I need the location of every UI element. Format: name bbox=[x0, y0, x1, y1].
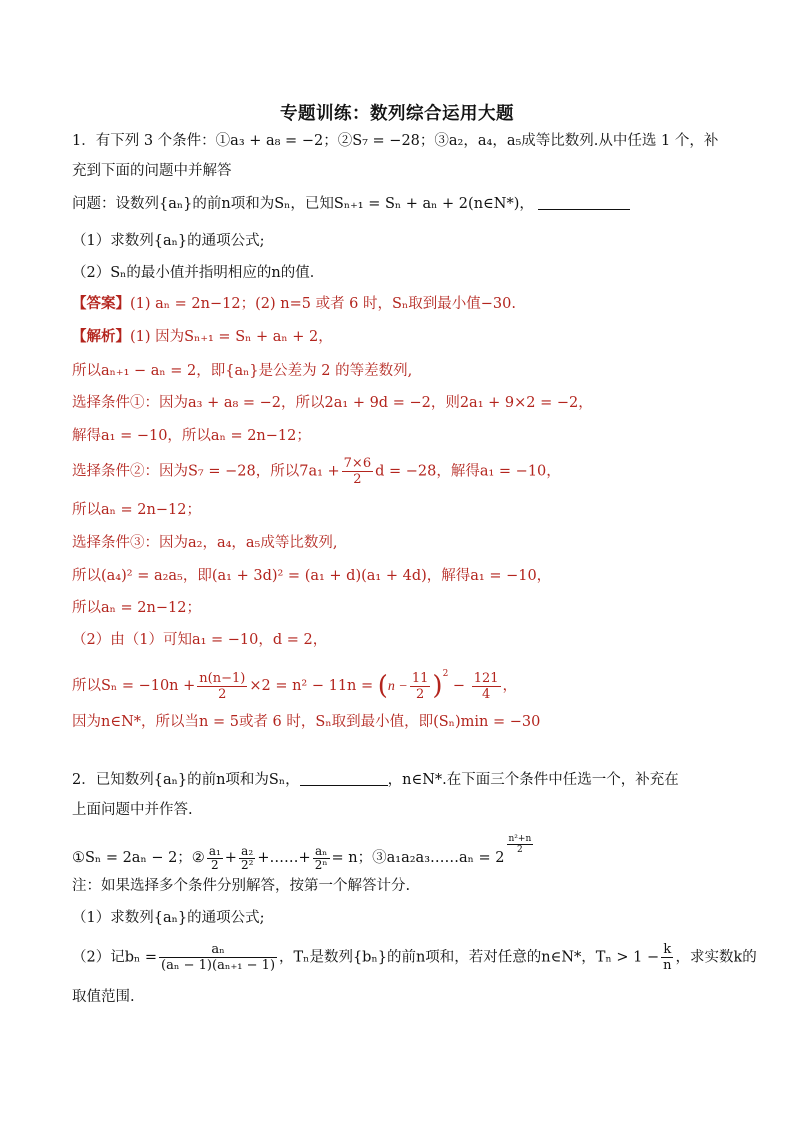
frac-den: 2 bbox=[416, 686, 425, 702]
fraction-n-n-1-over-2 bbox=[197, 671, 247, 702]
page-title: 专题训练：数列综合运用大题 bbox=[280, 104, 514, 124]
q1-problem bbox=[72, 194, 724, 214]
exp-num: n²+n bbox=[508, 834, 532, 844]
q2-part2-suffix: ，求实数k的 bbox=[675, 949, 757, 966]
q2-part1: （1）求数列{aₙ}的通项公式; bbox=[72, 910, 265, 926]
q1-analysis-line4: 解得a₁ = −10，所以aₙ = 2n−12； bbox=[72, 428, 311, 444]
fraction-k-over-n bbox=[661, 942, 673, 973]
q1-part2: （2）Sₙ的最小值并指明相应的n的值． bbox=[72, 265, 325, 281]
q2-stem-suffix: ，n∈N*.在下面三个条件中任选一个，补充在 bbox=[387, 772, 679, 788]
q2-answer-blank bbox=[300, 771, 388, 786]
fraction-a1-over-2: $\frac{\text{a₁}}{2}$ bbox=[208, 843, 221, 872]
q1-part1: （1）求数列{aₙ}的通项公式; bbox=[72, 233, 265, 249]
q2-cond2-tail: = n；③a₁a₂a₃……aₙ = 2 bbox=[331, 850, 505, 866]
analysis11-part-a: 所以Sₙ = −10n + bbox=[72, 678, 196, 694]
frac-num: n(n−1) bbox=[199, 670, 246, 686]
frac-num: 121 bbox=[473, 670, 499, 686]
exponent-fraction: $\frac{\text{n²+n}}{2}$ bbox=[508, 834, 532, 855]
q1-analysis-line1 bbox=[72, 327, 724, 347]
q1-analysis-line6: 所以aₙ = 2n−12； bbox=[72, 502, 201, 518]
fraction-a2-over-2sq: $\frac{\text{a₂}}{\text{2²}}$ bbox=[240, 843, 254, 872]
q1-analysis-line11: 所以Sₙ = −10n + $\frac{n(n-1)}{2}$ ×2 = n² − 11n = (n − $\frac{11}{2}$ )$^2$ − $\frac{121}{4}$ ， bbox=[72, 669, 518, 702]
analysis11-part-b: ×2 = n² − 11n = bbox=[249, 678, 374, 694]
open-paren: ( bbox=[377, 671, 388, 701]
q2-stem-line2: 上面问题中并作答. bbox=[72, 802, 193, 818]
fraction-an-over-2n: $\frac{\text{aₙ}}{\text{2ⁿ}}$ bbox=[314, 843, 328, 872]
frac-num: 11 bbox=[411, 670, 429, 686]
frac-num: k bbox=[661, 942, 673, 958]
frac-den: 4 bbox=[481, 686, 491, 702]
frac-den: 2 bbox=[218, 686, 227, 702]
q1-answer-blank bbox=[538, 195, 630, 210]
q2-note: 注：如果选择多个条件分别解答，按第一个解答计分. bbox=[72, 878, 411, 894]
q1-analysis-line8: 所以(a₄)² = a₂a₅，即(a₁ + 3d)² = (a₁ + d)(a₁ + 4d)，解得a₁ = −10， bbox=[72, 568, 552, 584]
fraction-bn-definition bbox=[159, 942, 277, 973]
analysis-text: (1) 因为Sₙ₊₁ = Sₙ + aₙ + 2， bbox=[130, 329, 333, 345]
frac-num: 7×6 bbox=[343, 456, 372, 471]
q1-analysis-line12: 因为n∈N*，所以当n = 5或者 6 时，Sₙ取到最小值，即(Sₙ)min = −30 bbox=[72, 714, 541, 730]
fraction-7x6-over-2 bbox=[342, 456, 373, 487]
frac-den: 2 bbox=[353, 472, 362, 487]
q1-stem-line2: 充到下面的问题中并解答 bbox=[72, 163, 232, 179]
analysis5-part-a: 选择条件②：因为S₇ = −28，所以7a₁ + bbox=[72, 463, 340, 480]
q2-stem-line1 bbox=[72, 770, 724, 790]
answer-text: (1) aₙ = 2n−12；(2) n=5 或者 6 时，Sₙ取到最小值−30. bbox=[130, 296, 516, 312]
frac-num: aₙ bbox=[159, 942, 277, 958]
analysis5-part-b: d = −28，解得a₁ = −10， bbox=[375, 463, 561, 480]
q1-problem-text: 问题：设数列{aₙ}的前n项和为Sₙ，已知Sₙ₊₁ = Sₙ + aₙ + 2(n∈N*)， bbox=[72, 196, 534, 212]
fraction-121-over-4 bbox=[472, 671, 501, 702]
q2-cond1: ①Sₙ = 2aₙ − 2；② bbox=[72, 850, 205, 866]
q1-analysis-line2: 所以aₙ₊₁ − aₙ = 2，即{aₙ}是公差为 2 的等差数列, bbox=[72, 363, 413, 379]
q2-stem-prefix: 2．已知数列{aₙ}的前n项和为Sₙ， bbox=[72, 772, 300, 788]
close-paren: ) bbox=[432, 671, 443, 701]
q2-part2-mid: ，Tₙ是数列{bₙ}的前n项和，若对任意的n∈N*，Tₙ > 1 − bbox=[279, 949, 660, 966]
fraction-11-over-2 bbox=[410, 671, 431, 702]
q2-conditions: ①Sₙ = 2aₙ − 2；② $\frac{\text{a₁}}{2}$ + $\frac{\text{a₂}}{\text{2²}}$ +……+ $\frac{\text{aₙ}}{\text{2ⁿ}}$ = n；③a₁a₂a₃……aₙ = 2 $\frac{\text{n²+n}}{2}$ bbox=[72, 834, 532, 872]
q1-analysis-line3: 选择条件①：因为a₃ + a₈ = −2，所以2a₁ + 9d = −2，则2a₁ + 9×2 = −2， bbox=[72, 395, 593, 411]
q1-analysis-line10: （2）由（1）可知a₁ = −10，d = 2， bbox=[72, 632, 328, 648]
q2-part2-prefix: （2）记bₙ = bbox=[72, 949, 158, 966]
q1-answer bbox=[72, 294, 724, 314]
frac-den: n bbox=[663, 958, 672, 973]
q1-analysis-line9: 所以aₙ = 2n−12； bbox=[72, 600, 201, 616]
q1-analysis-line5 bbox=[72, 456, 724, 487]
q2-part2-line2: 取值范围. bbox=[72, 989, 135, 1005]
analysis-tag: 【解析】 bbox=[72, 328, 130, 345]
frac-den: (aₙ − 1)(aₙ₊₁ − 1) bbox=[161, 958, 276, 973]
answer-tag: 【答案】 bbox=[72, 295, 130, 312]
q2-part2 bbox=[72, 942, 757, 973]
q1-stem-line1: 1．有下列 3 个条件：①a₃ + a₈ = −2；②S₇ = −28；③a₂，a₄，a₅成等比数列.从中任选 1 个，补 bbox=[72, 133, 719, 149]
q1-analysis-line7: 选择条件③：因为a₂，a₄，a₅成等比数列, bbox=[72, 535, 338, 551]
